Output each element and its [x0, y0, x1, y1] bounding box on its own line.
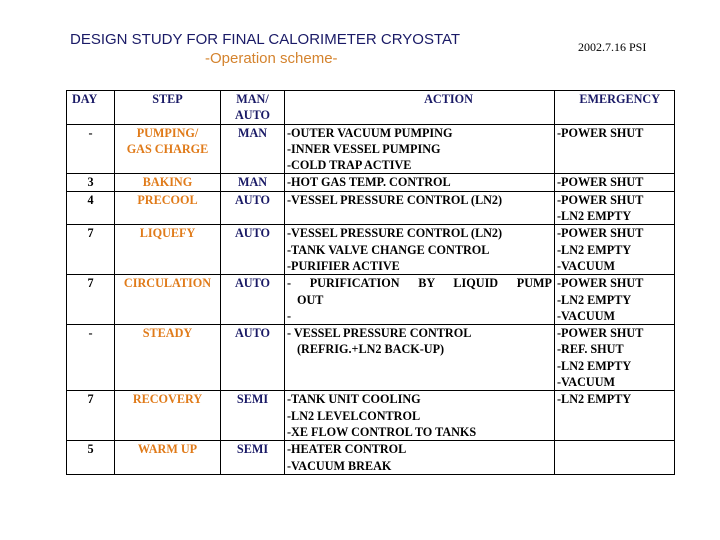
emergency-cell	[555, 174, 675, 191]
day-cell: 7	[67, 275, 115, 325]
header-emergency: EMERGENCY	[555, 91, 675, 125]
table-row	[67, 391, 675, 441]
step-label: LIQUEFY	[139, 226, 196, 241]
table-row	[67, 225, 675, 275]
step-label: PUMPING/	[136, 125, 199, 140]
table-row	[67, 275, 675, 325]
mode-cell: SEMI	[221, 391, 285, 441]
subtitle: -Operation scheme-	[205, 50, 338, 67]
emergency-line: -POWER SHUT	[557, 326, 644, 341]
action-line: -TANK VALVE CHANGE CONTROL	[287, 242, 490, 257]
action-line: -HOT GAS TEMP. CONTROL	[287, 175, 451, 190]
action-line: -	[287, 308, 292, 323]
emergency-line: -VACUUM	[557, 375, 615, 390]
table-header-row	[67, 91, 675, 125]
action-line: - VESSEL PRESSURE CONTROL	[287, 326, 472, 341]
action-line: (REFRIG.+LN2 BACK-UP)	[297, 342, 445, 357]
emergency-line: -LN2 EMPTY	[557, 358, 632, 373]
table-body	[67, 124, 675, 474]
action-line: -VESSEL PRESSURE CONTROL (LN2)	[287, 192, 503, 207]
header-day: DAY	[67, 91, 115, 125]
mode-cell: AUTO	[221, 225, 285, 275]
emergency-cell	[555, 441, 675, 475]
emergency-line: -POWER SHUT	[557, 276, 644, 291]
header-mode	[221, 91, 285, 125]
emergency-line: -REF. SHUT	[557, 342, 624, 357]
step-label: WARM UP	[137, 442, 198, 457]
action-cell	[285, 325, 555, 391]
emergency-line: -POWER SHUT	[557, 226, 644, 241]
emergency-line: -POWER SHUT	[557, 175, 644, 190]
action-line: -LN2 LEVELCONTROL	[287, 408, 421, 423]
day-cell: 3	[67, 174, 115, 191]
mode-cell: SEMI	[221, 441, 285, 475]
action-line: OUT	[297, 292, 324, 307]
mode-cell: AUTO	[221, 191, 285, 225]
step-cell	[115, 225, 221, 275]
date-label: 2002.7.16 PSI	[578, 40, 647, 54]
mode-cell: AUTO	[221, 275, 285, 325]
action-line: - PURIFICATION BY LIQUID PUMP	[287, 276, 552, 291]
emergency-cell	[555, 124, 675, 174]
step-cell	[115, 441, 221, 475]
step-label: CIRCULATION	[123, 276, 212, 291]
action-line: -TANK UNIT COOLING	[287, 392, 421, 407]
action-cell	[285, 441, 555, 475]
title-line: DESIGN STUDY FOR FINAL CALORIMETER CRYOSTAT	[70, 31, 461, 48]
table-row	[67, 174, 675, 191]
header-step: STEP	[115, 91, 221, 125]
day-cell: -	[67, 325, 115, 391]
step-cell	[115, 391, 221, 441]
mode-cell: MAN	[221, 174, 285, 191]
header-mode-line1: MAN/	[236, 92, 269, 106]
action-line: -VACUUM BREAK	[287, 458, 392, 473]
header-action: ACTION	[285, 91, 555, 125]
day-cell: -	[67, 124, 115, 174]
emergency-line: -LN2 EMPTY	[557, 209, 632, 224]
emergency-line: -POWER SHUT	[557, 192, 644, 207]
day-cell: 5	[67, 441, 115, 475]
day-cell: 4	[67, 191, 115, 225]
action-line: -COLD TRAP ACTIVE	[287, 158, 412, 173]
mode-cell: AUTO	[221, 325, 285, 391]
action-line: -PURIFIER ACTIVE	[287, 258, 400, 273]
step-label: GAS CHARGE	[126, 141, 209, 156]
action-cell	[285, 124, 555, 174]
step-label: BAKING	[142, 175, 193, 190]
emergency-line: -LN2 EMPTY	[557, 242, 632, 257]
mode-cell: MAN	[221, 124, 285, 174]
step-label: PRECOOL	[137, 192, 198, 207]
operation-scheme-table	[66, 90, 675, 475]
action-line: -HEATER CONTROL	[287, 442, 407, 457]
emergency-line: -VACUUM	[557, 258, 615, 273]
action-cell	[285, 391, 555, 441]
day-cell: 7	[67, 391, 115, 441]
action-cell	[285, 174, 555, 191]
day-cell: 7	[67, 225, 115, 275]
action-line: -VESSEL PRESSURE CONTROL (LN2)	[287, 226, 503, 241]
step-cell	[115, 275, 221, 325]
step-label: STEADY	[142, 326, 193, 341]
step-cell	[115, 174, 221, 191]
action-cell	[285, 275, 555, 325]
emergency-cell	[555, 191, 675, 225]
emergency-cell	[555, 225, 675, 275]
action-line: -XE FLOW CONTROL TO TANKS	[287, 424, 477, 439]
table-row	[67, 441, 675, 475]
header-mode-line2: AUTO	[235, 108, 270, 123]
action-line: -INNER VESSEL PUMPING	[287, 141, 441, 156]
table-row	[67, 325, 675, 391]
table-row	[67, 191, 675, 225]
page-title	[70, 30, 510, 68]
step-cell	[115, 191, 221, 225]
emergency-line: -POWER SHUT	[557, 125, 644, 140]
step-cell	[115, 124, 221, 174]
action-line: -OUTER VACUUM PUMPING	[287, 125, 453, 140]
step-cell	[115, 325, 221, 391]
emergency-cell	[555, 325, 675, 391]
emergency-line: -VACUUM	[557, 308, 615, 323]
step-label: RECOVERY	[132, 392, 203, 407]
emergency-line: -LN2 EMPTY	[557, 292, 632, 307]
emergency-cell	[555, 391, 675, 441]
action-cell	[285, 191, 555, 225]
action-cell	[285, 225, 555, 275]
emergency-line: -LN2 EMPTY	[557, 392, 632, 407]
emergency-cell	[555, 275, 675, 325]
table-row	[67, 124, 675, 174]
